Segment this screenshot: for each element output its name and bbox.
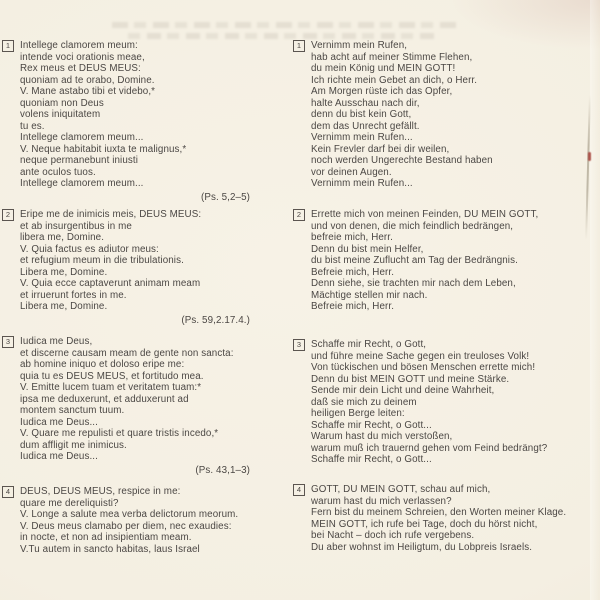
- text-line: warum hast du mich verlassen?: [311, 495, 452, 507]
- section-number-box: 3: [2, 336, 14, 348]
- text-line: du mein König und MEIN GOTT!: [311, 63, 456, 74]
- text-line: und führe meine Sache gegen ein treuloses Volk!: [311, 350, 530, 362]
- text-line: Intellege clamorem meum:: [20, 40, 138, 51]
- text-line: V. Quare me repulisti et quare tristis incedo,*: [20, 428, 219, 439]
- psalm-section: [293, 484, 566, 553]
- psalm-reference: (Ps. 59,2.17.4.): [181, 314, 250, 326]
- text-line: in nocte, et non ad insipientiam meam.: [20, 532, 192, 543]
- text-line: V. Deus meus clamabo per diem, nec exaudies:: [20, 520, 232, 532]
- text-line: et irruerunt fortes in me.: [20, 289, 127, 301]
- text-line: daß sie mich zu deinem: [311, 396, 417, 408]
- text-line: dem das Unrecht gefällt.: [311, 120, 420, 132]
- text-line: neque permanebunt iniusti: [20, 155, 138, 166]
- text-line: V. Quia ecce captaverunt animam meam: [20, 278, 201, 289]
- text-line: MEIN GOTT, ich rufe bei Tage, doch du hörst nicht,: [311, 518, 538, 530]
- section-lines: [311, 209, 538, 313]
- text-line: Von tückischen und bösen Menschen errette mich!: [311, 362, 536, 373]
- text-line: noch werden Ungerechte Bestand haben: [311, 155, 493, 166]
- text-line: Schaffe mir Recht, o Gott...: [311, 454, 432, 465]
- text-line: Befreie mich, Herr.: [311, 301, 395, 312]
- text-line: GOTT, DU MEIN GOTT, schau auf mich,: [311, 484, 491, 495]
- text-line: et ab insurgentibus in me: [20, 220, 132, 232]
- text-line: Vernimm mein Rufen...: [311, 178, 413, 189]
- text-line: ipsa me deduxerunt, et adduxerunt ad: [20, 393, 189, 405]
- text-line: Warum hast du mich verstoßen,: [311, 431, 453, 442]
- text-line: quoniam ad te orabo, Domine.: [20, 74, 155, 86]
- section-number-box: 2: [293, 209, 305, 221]
- text-line: Kein Frevler darf bei dir weilen,: [311, 143, 450, 155]
- section-lines: [311, 484, 566, 553]
- text-line: Rex meus et DEUS MEUS:: [20, 63, 141, 74]
- text-line: Mächtige stellen mir nach.: [311, 289, 428, 301]
- text-line: Errette mich von meinen Feinden, DU MEIN GOTT,: [311, 209, 539, 220]
- text-line: Schaffe mir Recht, o Gott,: [311, 339, 427, 350]
- text-line: ab homine iniquo et doloso eripe me:: [20, 359, 185, 370]
- text-line: Iudica me Deus...: [20, 416, 98, 428]
- text-line: Iudica me Deus...: [20, 451, 98, 462]
- text-line: Intellege clamorem meum...: [20, 132, 144, 143]
- text-line: quoniam non Deus: [20, 97, 104, 109]
- text-line: Libera me, Domine.: [20, 266, 108, 278]
- text-line: Iudica me Deus,: [20, 336, 93, 347]
- psalm-section: [293, 339, 547, 466]
- text-line: Du aber wohnst im Heiligtum, du Lobpreis Israels.: [311, 541, 533, 553]
- text-line: Denn du bist MEIN GOTT und meine Stärke.: [311, 373, 510, 385]
- text-line: und von denen, die mich feindlich bedrängen,: [311, 220, 514, 232]
- section-number-box: 1: [293, 40, 305, 52]
- text-line: ante oculos tuos.: [20, 166, 96, 178]
- psalm-section: [293, 40, 493, 190]
- text-line: Ich richte mein Gebet an dich, o Herr.: [311, 74, 478, 86]
- text-line: intende voci orationis meae,: [20, 51, 145, 63]
- text-line: V. Neque habitabit iuxta te malignus,*: [20, 143, 187, 155]
- text-line: Am Morgen rüste ich das Opfer,: [311, 86, 453, 97]
- psalm-section: [293, 209, 538, 313]
- text-line: et refugium meum in die tribulationis.: [20, 255, 184, 266]
- text-line: Denn siehe, sie trachten mir nach dem Leben,: [311, 278, 516, 289]
- text-line: Intellege clamorem meum...: [20, 178, 144, 189]
- section-lines: [311, 40, 493, 190]
- red-ink-mark: [588, 152, 591, 161]
- text-line: montem sanctum tuum.: [20, 405, 125, 416]
- text-line: V.Tu autem in sancto habitas, laus Israel: [20, 543, 200, 555]
- text-line: Vernimm mein Rufen,: [311, 40, 408, 51]
- text-line: dum affligit me inimicus.: [20, 439, 127, 451]
- text-line: quare me dereliquisti?: [20, 497, 119, 509]
- text-line: warum muß ich trauernd gehen vom Feind bedrängt?: [311, 442, 548, 454]
- text-line: V. Mane astabo tibi et videbo,*: [20, 86, 156, 97]
- psalm-reference: (Ps. 5,2–5): [200, 191, 250, 203]
- text-line: du bist meine Zuflucht am Tag der Bedrängnis.: [311, 255, 518, 266]
- section-number-box: 1: [2, 40, 14, 52]
- text-line: Eripe me de inimicis meis, DEUS MEUS:: [20, 209, 202, 220]
- section-number-box: 4: [293, 484, 305, 496]
- text-line: hab acht auf meiner Stimme Flehen,: [311, 51, 473, 63]
- text-line: vor deinen Augen.: [311, 166, 392, 178]
- text-line: befreie mich, Herr.: [311, 232, 393, 243]
- text-line: libera me, Domine.: [20, 232, 105, 243]
- section-number-box: 4: [2, 486, 14, 498]
- text-line: V. Quia factus es adiutor meus:: [20, 243, 159, 255]
- text-line: Denn du bist mein Helfer,: [311, 243, 424, 255]
- text-line: heiligen Berge leiten:: [311, 408, 405, 419]
- text-line: Schaffe mir Recht, o Gott...: [311, 419, 432, 431]
- text-line: Libera me, Domine.: [20, 301, 108, 312]
- text-line: quia tu es DEUS MEUS, et fortitudo mea.: [20, 370, 204, 382]
- section-lines: [311, 339, 547, 466]
- text-line: et discerne causam meam de gente non sancta:: [20, 347, 234, 359]
- text-line: denn du bist kein Gott,: [311, 109, 412, 120]
- text-line: tu es.: [20, 120, 45, 132]
- text-line: Sende mir dein Licht und deine Wahrheit,: [311, 385, 495, 396]
- text-line: volens iniquitatem: [20, 109, 101, 120]
- psalm-reference: (Ps. 43,1–3): [195, 464, 250, 476]
- section-number-box: 2: [2, 209, 14, 221]
- text-line: Vernimm mein Rufen...: [311, 132, 413, 143]
- section-number-box: 3: [293, 339, 305, 351]
- text-line: halte Ausschau nach dir,: [311, 97, 420, 109]
- text-line: V. Longe a salute mea verba delictorum meorum.: [20, 509, 239, 520]
- text-line: Fern bist du meinem Schreien, den Worten meiner Klage.: [311, 507, 567, 518]
- text-line: bei Nacht – doch ich rufe vergebens.: [311, 530, 475, 541]
- text-line: Befreie mich, Herr.: [311, 266, 395, 278]
- text-line: V. Emitte lucem tuam et veritatem tuam:*: [20, 382, 202, 393]
- text-line: DEUS, DEUS MEUS, respice in me:: [20, 486, 181, 497]
